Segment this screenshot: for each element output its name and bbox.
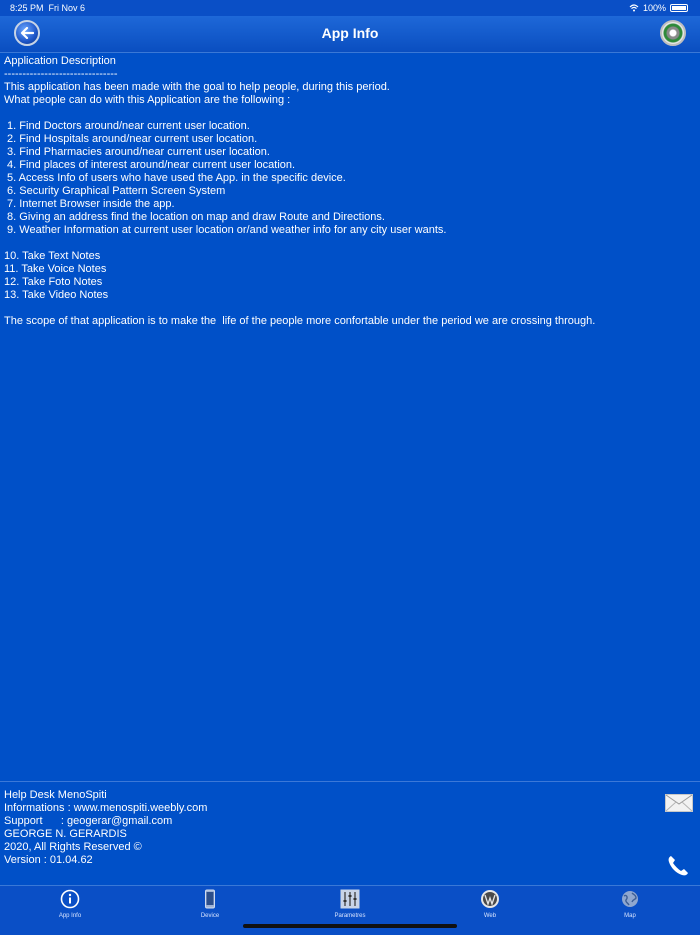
page-title: App Info (321, 25, 379, 41)
home-indicator[interactable] (243, 924, 457, 928)
help-desk-footer (4, 789, 207, 867)
feature-item: 3. Find Pharmacies around/near current user location. (4, 146, 270, 158)
feature-item: 6. Security Graphical Pattern Screen System (4, 185, 226, 197)
informations-link[interactable]: Informations : www.menospiti.weebly.com (4, 802, 208, 814)
wordpress-icon (480, 889, 500, 909)
navigation-bar (0, 16, 700, 53)
globe-icon (620, 889, 640, 909)
app-description (4, 55, 694, 328)
info-icon (60, 889, 80, 909)
sliders-icon (340, 889, 360, 909)
status-time-date (10, 3, 85, 13)
note-item: 13. Take Video Notes (4, 289, 109, 301)
status-right (629, 3, 688, 13)
tab-app-info[interactable] (35, 889, 105, 919)
tab-label: Map (624, 913, 636, 919)
description-intro: What people can do with this Application are the following : (4, 94, 291, 106)
description-heading: Application Description (4, 55, 116, 67)
feature-item: 9. Weather Information at current user location or/and weather info for any city user wants. (4, 224, 447, 236)
status-date: Fri Nov 6 (48, 3, 86, 13)
tab-label: Parametres (334, 913, 366, 919)
tab-label: Web (483, 913, 497, 919)
note-item: 12. Take Foto Notes (4, 276, 103, 288)
phone-icon[interactable] (666, 854, 690, 878)
status-bar (0, 0, 700, 16)
feature-item: 4. Find places of interest around/near current user location. (4, 159, 296, 171)
note-item: 10. Take Text Notes (4, 250, 101, 262)
battery-icon (670, 4, 688, 12)
note-item: 11. Take Voice Notes (4, 263, 107, 275)
version: Version : 01.04.62 (4, 854, 93, 866)
device-icon (200, 889, 220, 909)
feature-item: 7. Internet Browser inside the app. (4, 198, 175, 210)
battery-percent: 100% (642, 3, 666, 13)
description-separator: ------------------------------- (4, 68, 118, 80)
author-name: GEORGE N. GERARDIS (4, 828, 127, 840)
feature-item: 1. Find Doctors around/near current user location. (4, 120, 250, 132)
tab-label: Device (200, 913, 220, 919)
scope-text: The scope of that application is to make the life of the people more confortable under the period we are crossing through. (4, 315, 596, 327)
tab-parametres[interactable] (315, 889, 385, 919)
tab-device[interactable] (175, 889, 245, 919)
wifi-icon (629, 4, 639, 12)
feature-item: 5. Access Info of users who have used the App. in the specific device. (4, 172, 346, 184)
divider (0, 781, 700, 782)
tab-map[interactable] (595, 889, 665, 919)
tab-label: App Info (58, 913, 82, 919)
status-time: 8:25 PM (10, 3, 44, 13)
feature-item: 8. Giving an address find the location on map and draw Route and Directions. (4, 211, 385, 223)
mail-icon[interactable] (665, 794, 693, 812)
support-email[interactable]: Support : geogerar@gmail.com (4, 815, 173, 827)
help-desk-title: Help Desk MenoSpiti (4, 789, 107, 801)
settings-button[interactable] (660, 20, 686, 46)
copyright: 2020, All Rights Reserved © (4, 841, 142, 853)
feature-item: 2. Find Hospitals around/near current user location. (4, 133, 258, 145)
tab-web[interactable] (455, 889, 525, 919)
description-intro: This application has been made with the goal to help people, during this period. (4, 81, 390, 93)
